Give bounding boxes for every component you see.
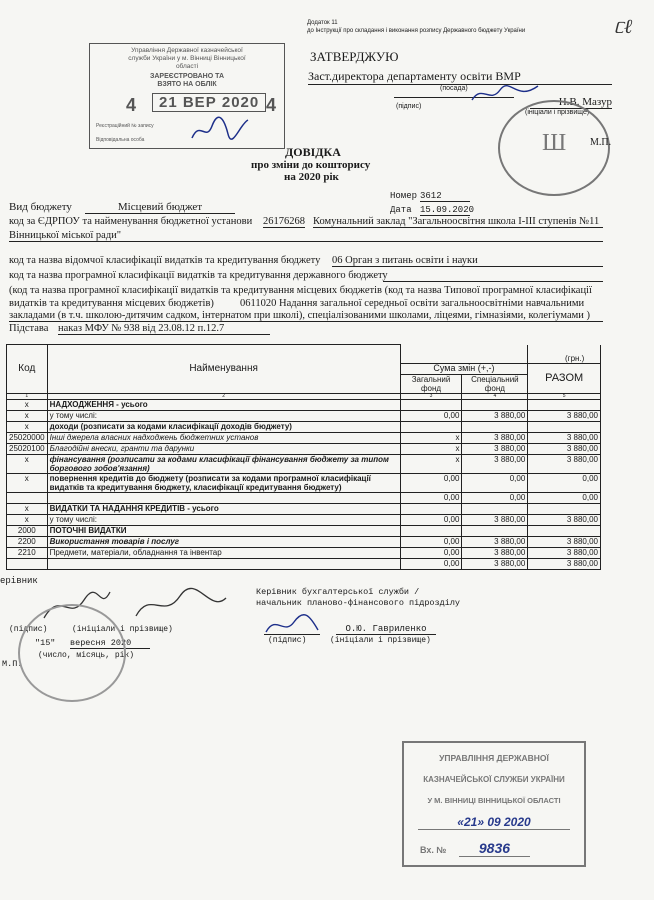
approval-name-caption: (ініціали і прізвище)	[525, 109, 590, 116]
annex-line-2: до Інструкції про складання і виконання розпису Державного бюджету України	[307, 28, 526, 34]
number-label: Номер	[390, 191, 418, 201]
row-special: 3 880,00	[462, 536, 528, 547]
col-num-2: 2	[47, 393, 400, 399]
document-year: на 2020 рік	[284, 171, 339, 183]
row-general: х	[400, 454, 462, 473]
row-total: 3 880,00	[528, 454, 601, 473]
incoming-number: 9836	[459, 840, 530, 857]
row-special: 0,00	[462, 492, 528, 503]
row-total: 3 880,00	[528, 547, 601, 558]
table-row	[7, 432, 601, 443]
row-special: 3 880,00	[462, 558, 528, 569]
local-value-2: закладами (в т.ч. школою-дитячим садком, інтернатом при школі), спеціалізованими школами, ліцеями, гімназіями, колегіумами )	[9, 310, 603, 322]
row-name: фінансування (розписати за кодами класифікації фінансування бюджету за типом боргового зобов'язання)	[47, 454, 400, 473]
row-name	[47, 492, 400, 503]
row-special: 3 880,00	[462, 547, 528, 558]
document-date: 15.09.2020	[420, 205, 475, 215]
row-special	[462, 503, 528, 514]
row-general: х	[400, 443, 462, 454]
budget-type-value: Місцевий бюджет	[85, 201, 235, 214]
row-name: доходи (розписати за кодами класифікації доходів бюджету)	[47, 421, 400, 432]
row-total: 3 880,00	[528, 443, 601, 454]
stamp-reg-line: Реєстраційний № запису	[96, 123, 154, 129]
table-row	[7, 558, 601, 569]
col-num-4: 4	[462, 393, 528, 399]
row-code: х	[7, 421, 48, 432]
row-total	[528, 421, 601, 432]
incoming-stamp-date: «21» 09 2020	[418, 815, 570, 830]
local-label-1: (код та назва програмної класифікації видатків та кредитування місцевих бюджетів (код та назва Типової програмної класифікації	[9, 285, 592, 296]
accountant-signature-line	[264, 633, 320, 635]
row-code: х	[7, 410, 48, 421]
row-total: 0,00	[528, 492, 601, 503]
row-general: 0,00	[400, 492, 462, 503]
approval-position: Заст.директора департаменту освіти ВМР	[308, 69, 612, 85]
header-special: Спеціальний фонд	[462, 374, 528, 393]
row-code: х	[7, 454, 48, 473]
table-row	[7, 525, 601, 536]
row-total: 3 880,00	[528, 432, 601, 443]
row-code	[7, 492, 48, 503]
row-special: 3 880,00	[462, 514, 528, 525]
treasury-registration-stamp	[89, 43, 285, 149]
accountant-name: О.Ю. Гавриленко	[336, 624, 436, 635]
head-initials-caption: (ініціали і прізвище)	[72, 625, 173, 634]
stamp-person-line: Відповідальна особа	[96, 137, 145, 143]
institution-name: Комунальний заклад "Загальноосвітня школа І-ІІІ ступенів №11	[313, 216, 603, 228]
row-code: 2200	[7, 536, 48, 547]
row-name: у тому числі:	[47, 514, 400, 525]
date-label: Дата	[390, 205, 412, 215]
approval-title: ЗАТВЕРДЖУЮ	[310, 49, 399, 64]
row-special	[462, 525, 528, 536]
date-month-year: вересня 2020	[70, 638, 150, 649]
header-name: Найменування	[47, 345, 400, 394]
row-code: 2210	[7, 547, 48, 558]
row-general	[400, 399, 462, 410]
annex-line-1: Додаток 11	[307, 20, 338, 26]
row-total: 3 880,00	[528, 536, 601, 547]
incoming-stamp-line-3: У М. ВІННИЦІ ВІННИЦЬКОЇ ОБЛАСТІ	[427, 796, 561, 805]
row-code	[7, 558, 48, 569]
seal-trident-icon: Ш	[542, 130, 567, 156]
vidomcha-label: код та назва відомчої класифікації видатків та кредитування бюджету	[9, 255, 321, 266]
school-seal-stamp	[498, 100, 610, 196]
table-row	[7, 443, 601, 454]
table-row	[7, 421, 601, 432]
row-total: 3 880,00	[528, 514, 601, 525]
document-subtitle: про зміни до кошторису	[251, 159, 371, 171]
table-row	[7, 454, 601, 473]
row-name: ПОТОЧНІ ВИДАТКИ	[47, 525, 400, 536]
row-code: х	[7, 514, 48, 525]
document-number: 3612	[420, 191, 470, 202]
row-name: Використання товарів і послуг	[47, 536, 400, 547]
local-label-2: видатків та кредитування місцевих бюджетів)	[9, 298, 214, 309]
row-code: х	[7, 399, 48, 410]
row-special: 3 880,00	[462, 410, 528, 421]
table-row	[7, 410, 601, 421]
row-total: 3 880,00	[528, 410, 601, 421]
stamp-org: Управління Державної казначейської служби України у м. Вінниці Вінницької області	[128, 47, 246, 70]
row-code: 2000	[7, 525, 48, 536]
programna-label: код та назва програмної класифікації видатків та кредитування державного бюджету	[9, 270, 388, 281]
table-row	[7, 492, 601, 503]
date-day: "15"	[35, 638, 56, 648]
row-special	[462, 421, 528, 432]
row-name: у тому числі:	[47, 410, 400, 421]
row-general	[400, 421, 462, 432]
row-special: 3 880,00	[462, 454, 528, 473]
head-sign-caption: (підпис)	[9, 625, 48, 634]
row-general	[400, 503, 462, 514]
row-total	[528, 525, 601, 536]
row-special: 3 880,00	[462, 432, 528, 443]
row-general: 0,00	[400, 547, 462, 558]
row-code: х	[7, 503, 48, 514]
row-total	[528, 399, 601, 410]
handwritten-mark: ᥴℓ	[614, 16, 633, 38]
incoming-stamp-line-1: УПРАВЛІННЯ ДЕРЖАВНОЇ	[439, 753, 549, 763]
row-general: х	[400, 432, 462, 443]
incoming-number-label: Вх. №	[420, 845, 447, 855]
incoming-stamp-line-2: КАЗНАЧЕЙСЬКОЇ СЛУЖБИ УКРАЇНИ	[423, 775, 565, 784]
stamp-right-number: 4	[266, 95, 277, 115]
head-label: ерівник	[0, 576, 38, 586]
row-special	[462, 399, 528, 410]
edrpou-label: код за ЄДРПОУ та найменування бюджетної установи	[9, 216, 253, 227]
approval-name: Н.В. Мазур	[530, 96, 612, 109]
approval-signature-caption: (підпис)	[396, 103, 422, 110]
row-name: НАДХОДЖЕННЯ - усього	[47, 399, 400, 410]
row-general: 0,00	[400, 558, 462, 569]
row-name: Інші джерела власних надходжень бюджетних установ	[47, 432, 400, 443]
budget-type-label: Вид бюджету	[9, 201, 72, 213]
row-name: ВИДАТКИ ТА НАДАННЯ КРЕДИТІВ - усього	[47, 503, 400, 514]
header-total: РАЗОМ	[528, 363, 601, 393]
row-special: 3 880,00	[462, 443, 528, 454]
local-value-1: 0611020 Надання загальної середньої освіти загальноосвітніми навчальними	[240, 298, 585, 309]
document-title: ДОВІДКА	[285, 145, 341, 159]
vidomcha-value: 06 Орган з питань освіти і науки	[332, 255, 603, 267]
table-row	[7, 514, 601, 525]
row-general: 0,00	[400, 473, 462, 492]
stamp-date: 21 ВЕР 2020	[152, 93, 266, 112]
accountant-sign-caption: (підпис)	[268, 636, 307, 645]
unit-label: (грн.)	[565, 354, 585, 363]
row-name	[47, 558, 400, 569]
stamp-signature-icon	[190, 114, 250, 144]
header-code: Код	[7, 345, 48, 394]
row-general: 0,00	[400, 514, 462, 525]
table-row	[7, 547, 601, 558]
stamp-left-number: 4	[126, 95, 137, 115]
approval-mp: М.П.	[590, 137, 612, 148]
col-num-3: 3	[400, 393, 462, 399]
table-row	[7, 473, 601, 492]
mp-label: М.П.	[2, 659, 23, 669]
stamp-status: ЗАРЕЄСТРОВАНО ТА ВЗЯТО НА ОБЛІК	[149, 73, 225, 88]
row-code: х	[7, 473, 48, 492]
header-general: Загальний фонд	[400, 374, 462, 393]
head-seal-stamp	[18, 604, 126, 702]
row-code: 25020100	[7, 443, 48, 454]
row-code: 25020000	[7, 432, 48, 443]
row-general: 0,00	[400, 410, 462, 421]
header-sum: Сума змін (+,-)	[400, 363, 528, 374]
annex-note	[307, 19, 525, 35]
col-num-1: 1	[7, 393, 48, 399]
table-row	[7, 536, 601, 547]
changes-table	[6, 344, 601, 570]
col-num-5: 5	[528, 393, 601, 399]
table-row	[7, 399, 601, 410]
row-general: 0,00	[400, 536, 462, 547]
date-caption: (число, місяць, рік)	[38, 651, 135, 660]
incoming-stamp	[402, 741, 586, 867]
table-row	[7, 503, 601, 514]
row-total: 3 880,00	[528, 558, 601, 569]
programna-value	[383, 280, 603, 282]
row-total	[528, 503, 601, 514]
row-name: повернення кредитів до бюджету (розписати за кодами програмної класифікації видатків та кредитування бюджету, класифікації кредитування бюджету)	[47, 473, 400, 492]
row-general	[400, 525, 462, 536]
table-body	[7, 399, 601, 569]
accountant-label-1: Керівник бухгалтерської служби /	[256, 587, 420, 597]
basis-label: Підстава	[9, 323, 49, 334]
row-name: Предмети, матеріали, обладнання та інвентар	[47, 547, 400, 558]
row-total: 0,00	[528, 473, 601, 492]
institution-name-cont: Вінницької міської ради"	[9, 230, 603, 242]
row-special: 0,00	[462, 473, 528, 492]
accountant-initials-caption: (ініціали і прізвище)	[330, 636, 431, 645]
edrpou-value: 26176268	[263, 216, 305, 227]
approval-posada-caption: (посада)	[440, 85, 468, 92]
basis-value: наказ МФУ № 938 від 23.08.12 п.12.7	[58, 323, 270, 335]
accountant-label-2: начальник планово-фінансового підрозділу	[256, 598, 461, 608]
row-name: Благодійні внески, гранти та дарунки	[47, 443, 400, 454]
